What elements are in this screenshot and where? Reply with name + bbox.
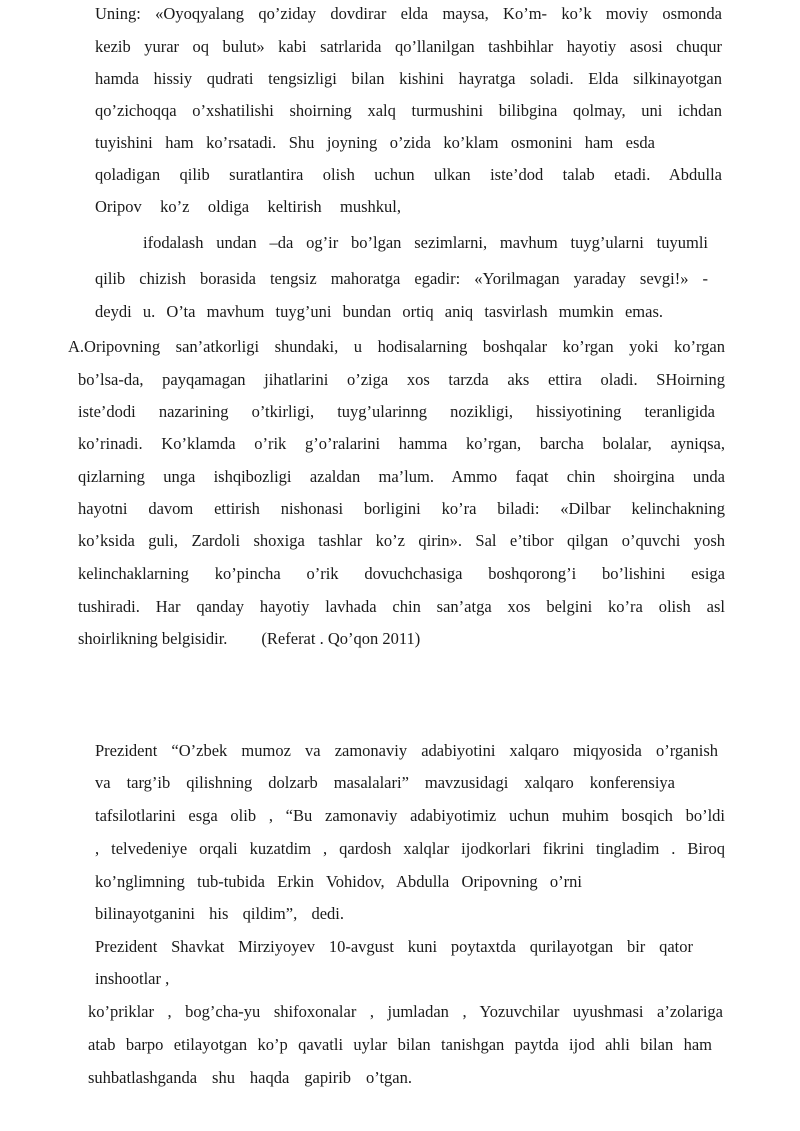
text-line: , telvedeniye orqali kuzatdim , qardosh xalqlar ijodkorlari fikrini tingladim . Biroq xyxy=(95,839,725,858)
closing-sentence: shoirlikning belgisidir. xyxy=(78,629,228,648)
text-line: Prezident “O’zbek mumoz va zamonaviy adabiyotini xalqaro miqyosida o’rganish xyxy=(95,741,718,760)
text-line: kelinchaklarning ko’pincha o’rik dovuchchasiga boshqorong’i bo’lishini esiga xyxy=(78,564,725,583)
text-line: Uning: «Oyoqyalang qo’ziday dovdirar elda maysa, Ko’m- ko’k moviy osmonda xyxy=(95,4,722,23)
text-line: va targ’ib qilishning dolzarb masalalari” mavzusidagi xalqaro konferensiya xyxy=(95,773,675,792)
reference-citation: (Referat . Qo’qon 2011) xyxy=(261,629,421,648)
text-line: tuyishini ham ko’rsatadi. Shu joyning o’zida ko’klam osmonini ham esda xyxy=(95,133,655,152)
text-line: Oripov ko’z oldiga keltirish mushkul, xyxy=(95,197,401,216)
text-line: iste’dodi nazarining o’tkirligi, tuyg’ularinng nozikligi, hissiyotining teranligida xyxy=(78,402,715,421)
text-line: bilinayotganini his qildim”, dedi. xyxy=(95,904,344,923)
text-line: ko’nglimning tub-tubida Erkin Vohidov, Abdulla Oripovning o’rni xyxy=(95,872,582,891)
text-line: deydi u. O’ta mavhum tuyg’uni bundan ortiq aniq tasvirlash mumkin emas. xyxy=(95,302,663,321)
text-line: suhbatlashganda shu haqda gapirib o’tgan. xyxy=(88,1068,412,1087)
text-line: atab barpo etilayotgan ko’p qavatli uylar bilan tanishgan paytda ijod ahli bilan ham xyxy=(88,1035,712,1054)
text-line: qizlarning unga ishqibozligi azaldan ma’lum. Ammo faqat chin shoirgina unda xyxy=(78,467,725,486)
text-line: bo’lsa-da, payqamagan jihatlarini o’ziga xos tarzda aks ettira oladi. SHoirning xyxy=(78,370,725,389)
text-line: kezib yurar oq bulut» kabi satrlarida qo’llanilgan tashbihlar hayotiy asosi chuqur xyxy=(95,37,722,56)
text-line: tushiradi. Har qanday hayotiy lavhada chin san’atga xos belgini ko’ra olish asl xyxy=(78,597,725,616)
text-line: qo’zichoqqa o’xshatilishi shoirning xalq turmushini bilibgina qolmay, uni ichdan xyxy=(95,101,722,120)
text-line: ko’rinadi. Ko’klamda o’rik g’o’ralarini hamma ko’rgan, barcha bolalar, ayniqsa, xyxy=(78,434,725,453)
text-line: ko’priklar , bog’cha-yu shifoxonalar , jumladan , Yozuvchilar uyushmasi a’zolariga xyxy=(88,1002,723,1021)
text-line: ifodalash undan –da og’ir bo’lgan sezimlarni, mavhum tuyg’ularni tuyumli xyxy=(143,233,708,252)
text-line: inshootlar , xyxy=(95,969,170,988)
text-line: hamda hissiy qudrati tengsizligi bilan kishini hayratga soladi. Elda silkinayotgan xyxy=(95,69,722,88)
text-line: ko’ksida guli, Zardoli shoxiga tashlar ko’z qirin». Sal e’tibor qilgan o’quvchi yosh xyxy=(78,531,725,550)
text-line: tafsilotlarini esga olib , “Bu zamonaviy adabiyotimiz uchun muhim bosqich bo’ldi xyxy=(95,806,725,825)
text-line: qoladigan qilib suratlantira olish uchun ulkan iste’dod talab etadi. Abdulla xyxy=(95,165,722,184)
text-line xyxy=(78,628,420,650)
text-line: Prezident Shavkat Mirziyoyev 10-avgust kuni poytaxtda qurilayotgan bir qator xyxy=(95,937,693,956)
text-line: qilib chizish borasida tengsiz mahoratga egadir: «Yorilmagan yaraday sevgi!» - xyxy=(95,269,708,288)
text-line: hayotni davom ettirish nishonasi borligini ko’ra biladi: «Dilbar kelinchakning xyxy=(78,499,725,518)
text-line: A.Oripovning san’atkorligi shundaki, u hodisalarning boshqalar ko’rgan yoki ko’rgan xyxy=(68,337,725,356)
